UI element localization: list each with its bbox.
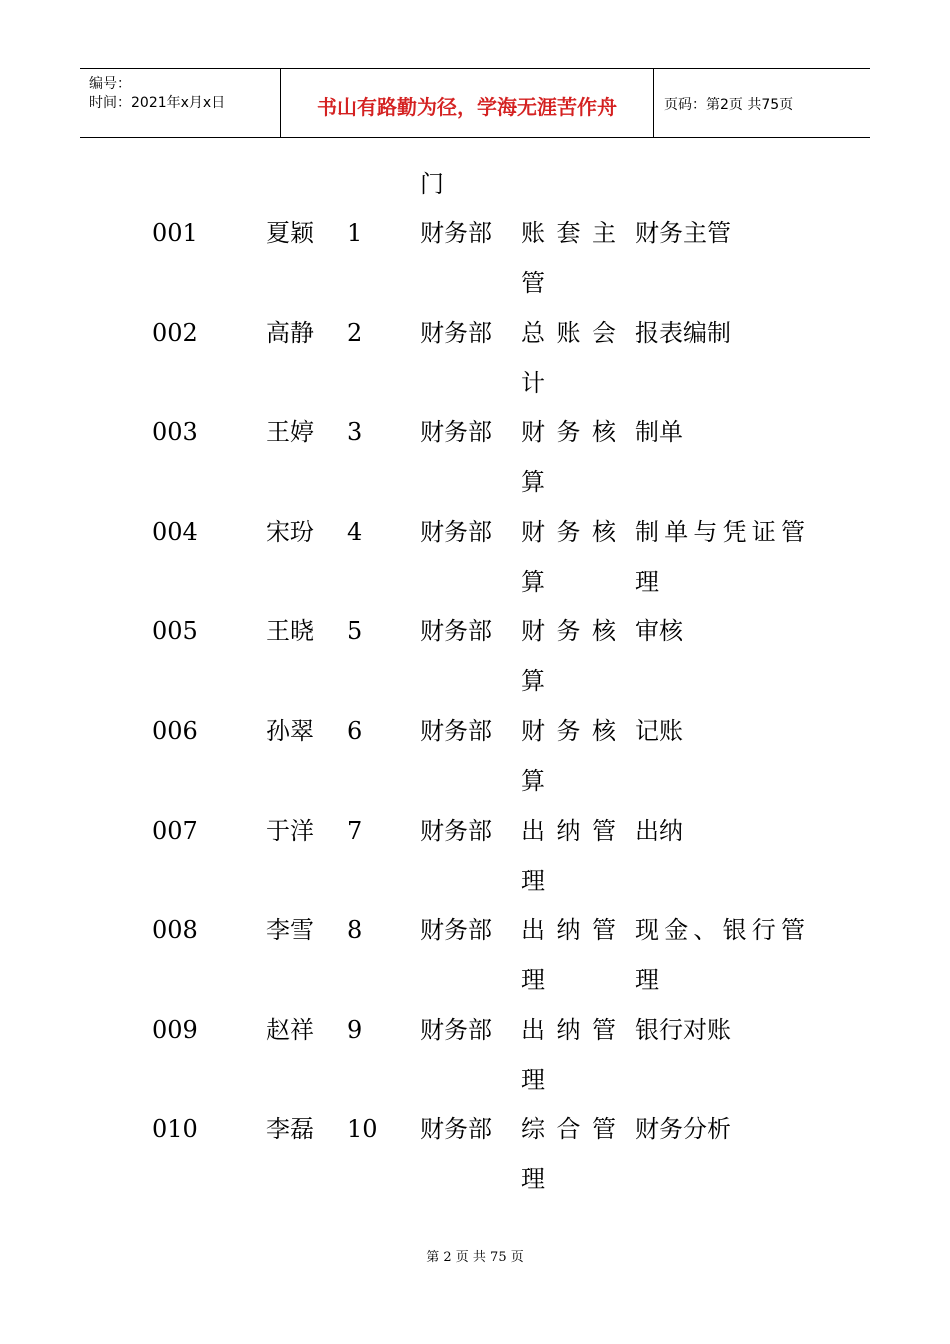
cell-number: 6 xyxy=(347,717,363,745)
cell-role-char: 纳 xyxy=(556,916,581,944)
cell-role xyxy=(521,1015,616,1045)
cell-name: 王婷 xyxy=(266,418,314,446)
motto-text: 书山有路勤为径，学海无涯苦作舟 xyxy=(317,95,617,119)
cell-department: 财务部 xyxy=(420,817,492,845)
cell-duty-char: 现 xyxy=(635,916,659,944)
cell-duty: 制单 xyxy=(635,418,683,446)
cell-role-char: 出 xyxy=(521,1016,545,1044)
cell-duty-char: 证 xyxy=(751,518,776,546)
cell-role-char: 财 xyxy=(521,418,545,446)
cell-role-char: 务 xyxy=(556,717,581,745)
cell-name: 赵祥 xyxy=(266,1016,314,1044)
cell-role-wrap: 理 xyxy=(521,1165,545,1193)
cell-code: 010 xyxy=(152,1115,198,1143)
cell-duty xyxy=(635,517,805,547)
cell-duty-char: 金 xyxy=(664,916,689,944)
cell-name: 高静 xyxy=(266,319,314,347)
cell-duty-char: 管 xyxy=(780,518,805,546)
cell-role-char: 核 xyxy=(592,518,616,546)
cell-department: 财务部 xyxy=(420,518,492,546)
header-info-cell xyxy=(80,69,281,137)
cell-role-char: 财 xyxy=(521,518,545,546)
cell-role-wrap: 计 xyxy=(521,369,545,397)
cell-duty-char: 凭 xyxy=(722,518,747,546)
cell-code: 002 xyxy=(152,319,198,347)
cell-role xyxy=(521,716,616,746)
cell-duty: 出纳 xyxy=(635,817,683,845)
page-footer: 第 2 页 共 75 页 xyxy=(426,1250,524,1265)
cell-number: 2 xyxy=(347,319,363,347)
header-motto-cell xyxy=(281,69,654,137)
cell-name: 宋玢 xyxy=(266,518,314,546)
cell-role-wrap: 理 xyxy=(521,1066,545,1094)
cell-department: 财务部 xyxy=(420,916,492,944)
cell-department: 财务部 xyxy=(420,1016,492,1044)
cell-role-wrap: 管 xyxy=(521,269,545,297)
cell-number: 1 xyxy=(347,219,363,247)
header-page-cell xyxy=(654,69,870,137)
cell-role-char: 总 xyxy=(521,319,545,347)
cell-duty: 记账 xyxy=(635,717,683,745)
cell-role-char: 管 xyxy=(592,1115,616,1143)
cell-number: 10 xyxy=(347,1115,378,1143)
cell-number: 5 xyxy=(347,617,363,645)
cell-role-char: 纳 xyxy=(556,1016,581,1044)
cell-number: 4 xyxy=(347,518,363,546)
cell-role-char: 财 xyxy=(521,617,545,645)
page-info: 页码：第2页 共75页 xyxy=(664,97,794,113)
cell-code: 005 xyxy=(152,617,198,645)
cell-duty: 财务分析 xyxy=(635,1115,731,1143)
cell-name: 夏颖 xyxy=(266,219,314,247)
cell-number: 3 xyxy=(347,418,363,446)
cell-role-char: 核 xyxy=(592,418,616,446)
cell-department: 财务部 xyxy=(420,1115,492,1143)
cell-role-char: 套 xyxy=(556,219,581,247)
cell-duty-wrap: 理 xyxy=(635,568,659,596)
cell-role xyxy=(521,517,616,547)
cell-role-char: 出 xyxy=(521,817,545,845)
cell-code: 007 xyxy=(152,817,198,845)
cell-role-char: 务 xyxy=(556,418,581,446)
cell-role-char: 管 xyxy=(592,1016,616,1044)
cell-code: 008 xyxy=(152,916,198,944)
cell-role xyxy=(521,616,616,646)
cell-name: 于洋 xyxy=(266,817,314,845)
cell-code: 004 xyxy=(152,518,198,546)
cell-role-char: 账 xyxy=(556,319,581,347)
cell-code: 006 xyxy=(152,717,198,745)
cell-duty-char: 行 xyxy=(751,916,776,944)
cell-duty: 财务主管 xyxy=(635,219,731,247)
continued-dept-cell: 门 xyxy=(420,170,444,198)
cell-duty-char: 制 xyxy=(635,518,659,546)
cell-name: 李磊 xyxy=(266,1115,314,1143)
cell-role-char: 主 xyxy=(592,219,616,247)
cell-department: 财务部 xyxy=(420,617,492,645)
cell-department: 财务部 xyxy=(420,717,492,745)
cell-name: 李雪 xyxy=(266,916,314,944)
cell-duty: 报表编制 xyxy=(635,319,731,347)
cell-role-char: 出 xyxy=(521,916,545,944)
time-label: 时间：2021年x月x日 xyxy=(89,95,226,111)
cell-role-wrap: 理 xyxy=(521,867,545,895)
cell-name: 孙翠 xyxy=(266,717,314,745)
cell-duty: 银行对账 xyxy=(635,1016,731,1044)
cell-role-char: 管 xyxy=(592,817,616,845)
cell-role xyxy=(521,218,616,248)
cell-role-char: 纳 xyxy=(556,817,581,845)
cell-duty-wrap: 理 xyxy=(635,966,659,994)
cell-role-char: 合 xyxy=(556,1115,581,1143)
cell-code: 001 xyxy=(152,219,198,247)
cell-number: 8 xyxy=(347,916,363,944)
cell-role-wrap: 理 xyxy=(521,966,545,994)
cell-role-char: 管 xyxy=(592,916,616,944)
cell-role-char: 核 xyxy=(592,617,616,645)
cell-duty-char: 银 xyxy=(722,916,747,944)
cell-role-char: 会 xyxy=(592,319,616,347)
cell-department: 财务部 xyxy=(420,319,492,347)
cell-department: 财务部 xyxy=(420,219,492,247)
cell-role xyxy=(521,318,616,348)
cell-department: 财务部 xyxy=(420,418,492,446)
cell-role-char: 财 xyxy=(521,717,545,745)
cell-role-char: 务 xyxy=(556,518,581,546)
cell-role-wrap: 算 xyxy=(521,767,545,795)
serial-label: 编号： xyxy=(89,76,131,92)
cell-duty xyxy=(635,915,805,945)
cell-duty-char: 单 xyxy=(664,518,689,546)
cell-duty-char: 管 xyxy=(780,916,805,944)
cell-code: 003 xyxy=(152,418,198,446)
cell-code: 009 xyxy=(152,1016,198,1044)
cell-duty-char: 、 xyxy=(693,916,718,944)
cell-role-wrap: 算 xyxy=(521,468,545,496)
cell-role-char: 核 xyxy=(592,717,616,745)
cell-role-char: 务 xyxy=(556,617,581,645)
cell-duty-char: 与 xyxy=(693,518,718,546)
cell-role-wrap: 算 xyxy=(521,667,545,695)
cell-number: 7 xyxy=(347,817,363,845)
page-header xyxy=(80,68,870,138)
cell-number: 9 xyxy=(347,1016,363,1044)
cell-role xyxy=(521,915,616,945)
cell-role-wrap: 算 xyxy=(521,568,545,596)
cell-role-char: 综 xyxy=(521,1115,545,1143)
cell-role xyxy=(521,816,616,846)
cell-role-char: 账 xyxy=(521,219,545,247)
cell-role xyxy=(521,417,616,447)
cell-duty: 审核 xyxy=(635,617,683,645)
cell-name: 王晓 xyxy=(266,617,314,645)
cell-role xyxy=(521,1114,616,1144)
